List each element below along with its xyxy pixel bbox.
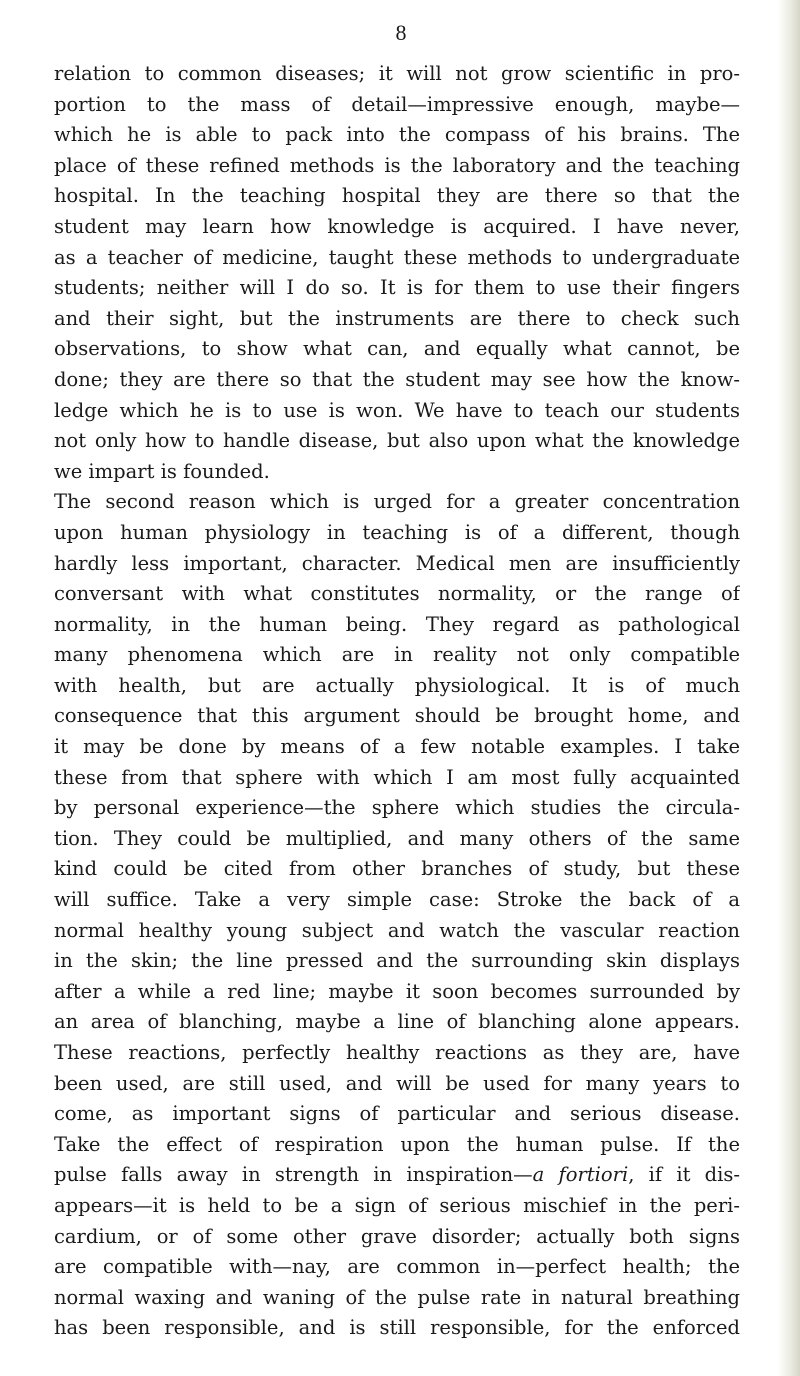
text-line: not only how to handle disease, but also upon what the knowledge — [54, 429, 740, 453]
text-line: upon human physiology in teaching is of a different, though — [54, 520, 740, 544]
body-text — [54, 59, 740, 1344]
text-line: done; they are there so that the student may see how the know- — [54, 367, 740, 391]
text-line-with-italic — [54, 1160, 740, 1191]
text-line: which he is able to pack into the compass of his brains. The — [54, 123, 740, 147]
text-line: observations, to show what can, and equally what cannot, be — [54, 337, 740, 361]
text-line: it may be done by means of a few notable examples. I take — [54, 735, 740, 759]
text-line: relation to common diseases; it will not grow scientific in pro- — [54, 62, 740, 85]
text-line: has been responsible, and is still responsible, for the enforced — [54, 1316, 740, 1340]
text-line: an area of blanching, maybe a line of blanching alone appears. — [54, 1010, 740, 1034]
text-line: normality, in the human being. They regard as pathological — [54, 612, 740, 636]
italic-phrase: a fortiori — [532, 1163, 629, 1187]
text-line: will suffice. Take a very simple case: Stroke the back of a — [54, 888, 740, 912]
text-line: by personal experience—the sphere which studies the circula- — [54, 796, 740, 820]
text-line: hospital. In the teaching hospital they are there so that the — [54, 184, 740, 208]
text-line: are compatible with—nay, are common in—perfect health; the — [54, 1255, 740, 1279]
text-line: ledge which he is to use is won. We have to teach our students — [54, 398, 740, 422]
text-line: been used, are still used, and will be used for many years to — [54, 1071, 740, 1095]
text-line: these from that sphere with which I am most fully acquainted — [54, 765, 740, 789]
text-line: after a while a red line; maybe it soon becomes surrounded by — [54, 979, 740, 1003]
text-line: student may learn how knowledge is acquired. I have never, — [54, 214, 740, 238]
text-line: in the skin; the line pressed and the surrounding skin displays — [54, 949, 740, 973]
text-line: These reactions, perfectly healthy reactions as they are, have — [54, 1041, 740, 1064]
text-line: students; neither will I do so. It is for them to use their fingers — [54, 276, 740, 300]
page-edge-shadow — [778, 0, 800, 1376]
text-line: place of these refined methods is the laboratory and the teaching — [54, 153, 740, 177]
text-line: cardium, or of some other grave disorder; actually both signs — [54, 1224, 740, 1248]
text-line: consequence that this argument should be brought home, and — [54, 704, 740, 728]
text-line: normal waxing and waning of the pulse rate in natural breathing — [54, 1285, 740, 1309]
text-segment: pulse falls away in strength in inspiration— — [54, 1163, 533, 1187]
paragraph-start-line: The second reason which is urged for a greater concentration — [54, 490, 740, 514]
text-segment: , if it dis- — [628, 1163, 740, 1187]
text-line: we impart is founded. — [54, 459, 270, 483]
text-line: conversant with what constitutes normality, or the range of — [54, 582, 740, 606]
text-line: kind could be cited from other branches of study, but these — [54, 857, 740, 881]
text-line: as a teacher of medicine, taught these methods to undergraduate — [54, 245, 740, 269]
text-line: appears—it is held to be a sign of serious mischief in the peri- — [54, 1193, 740, 1217]
text-line: many phenomena which are in reality not only compatible — [54, 643, 740, 667]
text-line: come, as important signs of particular and serious disease. — [54, 1102, 740, 1126]
text-line: Take the effect of respiration upon the human pulse. If the — [54, 1132, 740, 1156]
text-line: and their sight, but the instruments are there to check such — [54, 306, 740, 330]
text-line: tion. They could be multiplied, and many others of the same — [54, 826, 740, 850]
text-line: with health, but are actually physiological. It is of much — [54, 673, 740, 697]
page-number: 8 — [395, 20, 407, 45]
text-line: portion to the mass of detail—impressive enough, maybe— — [54, 92, 740, 116]
text-line: hardly less important, character. Medical men are insufficiently — [54, 551, 740, 575]
text-line: normal healthy young subject and watch the vascular reaction — [54, 918, 740, 942]
